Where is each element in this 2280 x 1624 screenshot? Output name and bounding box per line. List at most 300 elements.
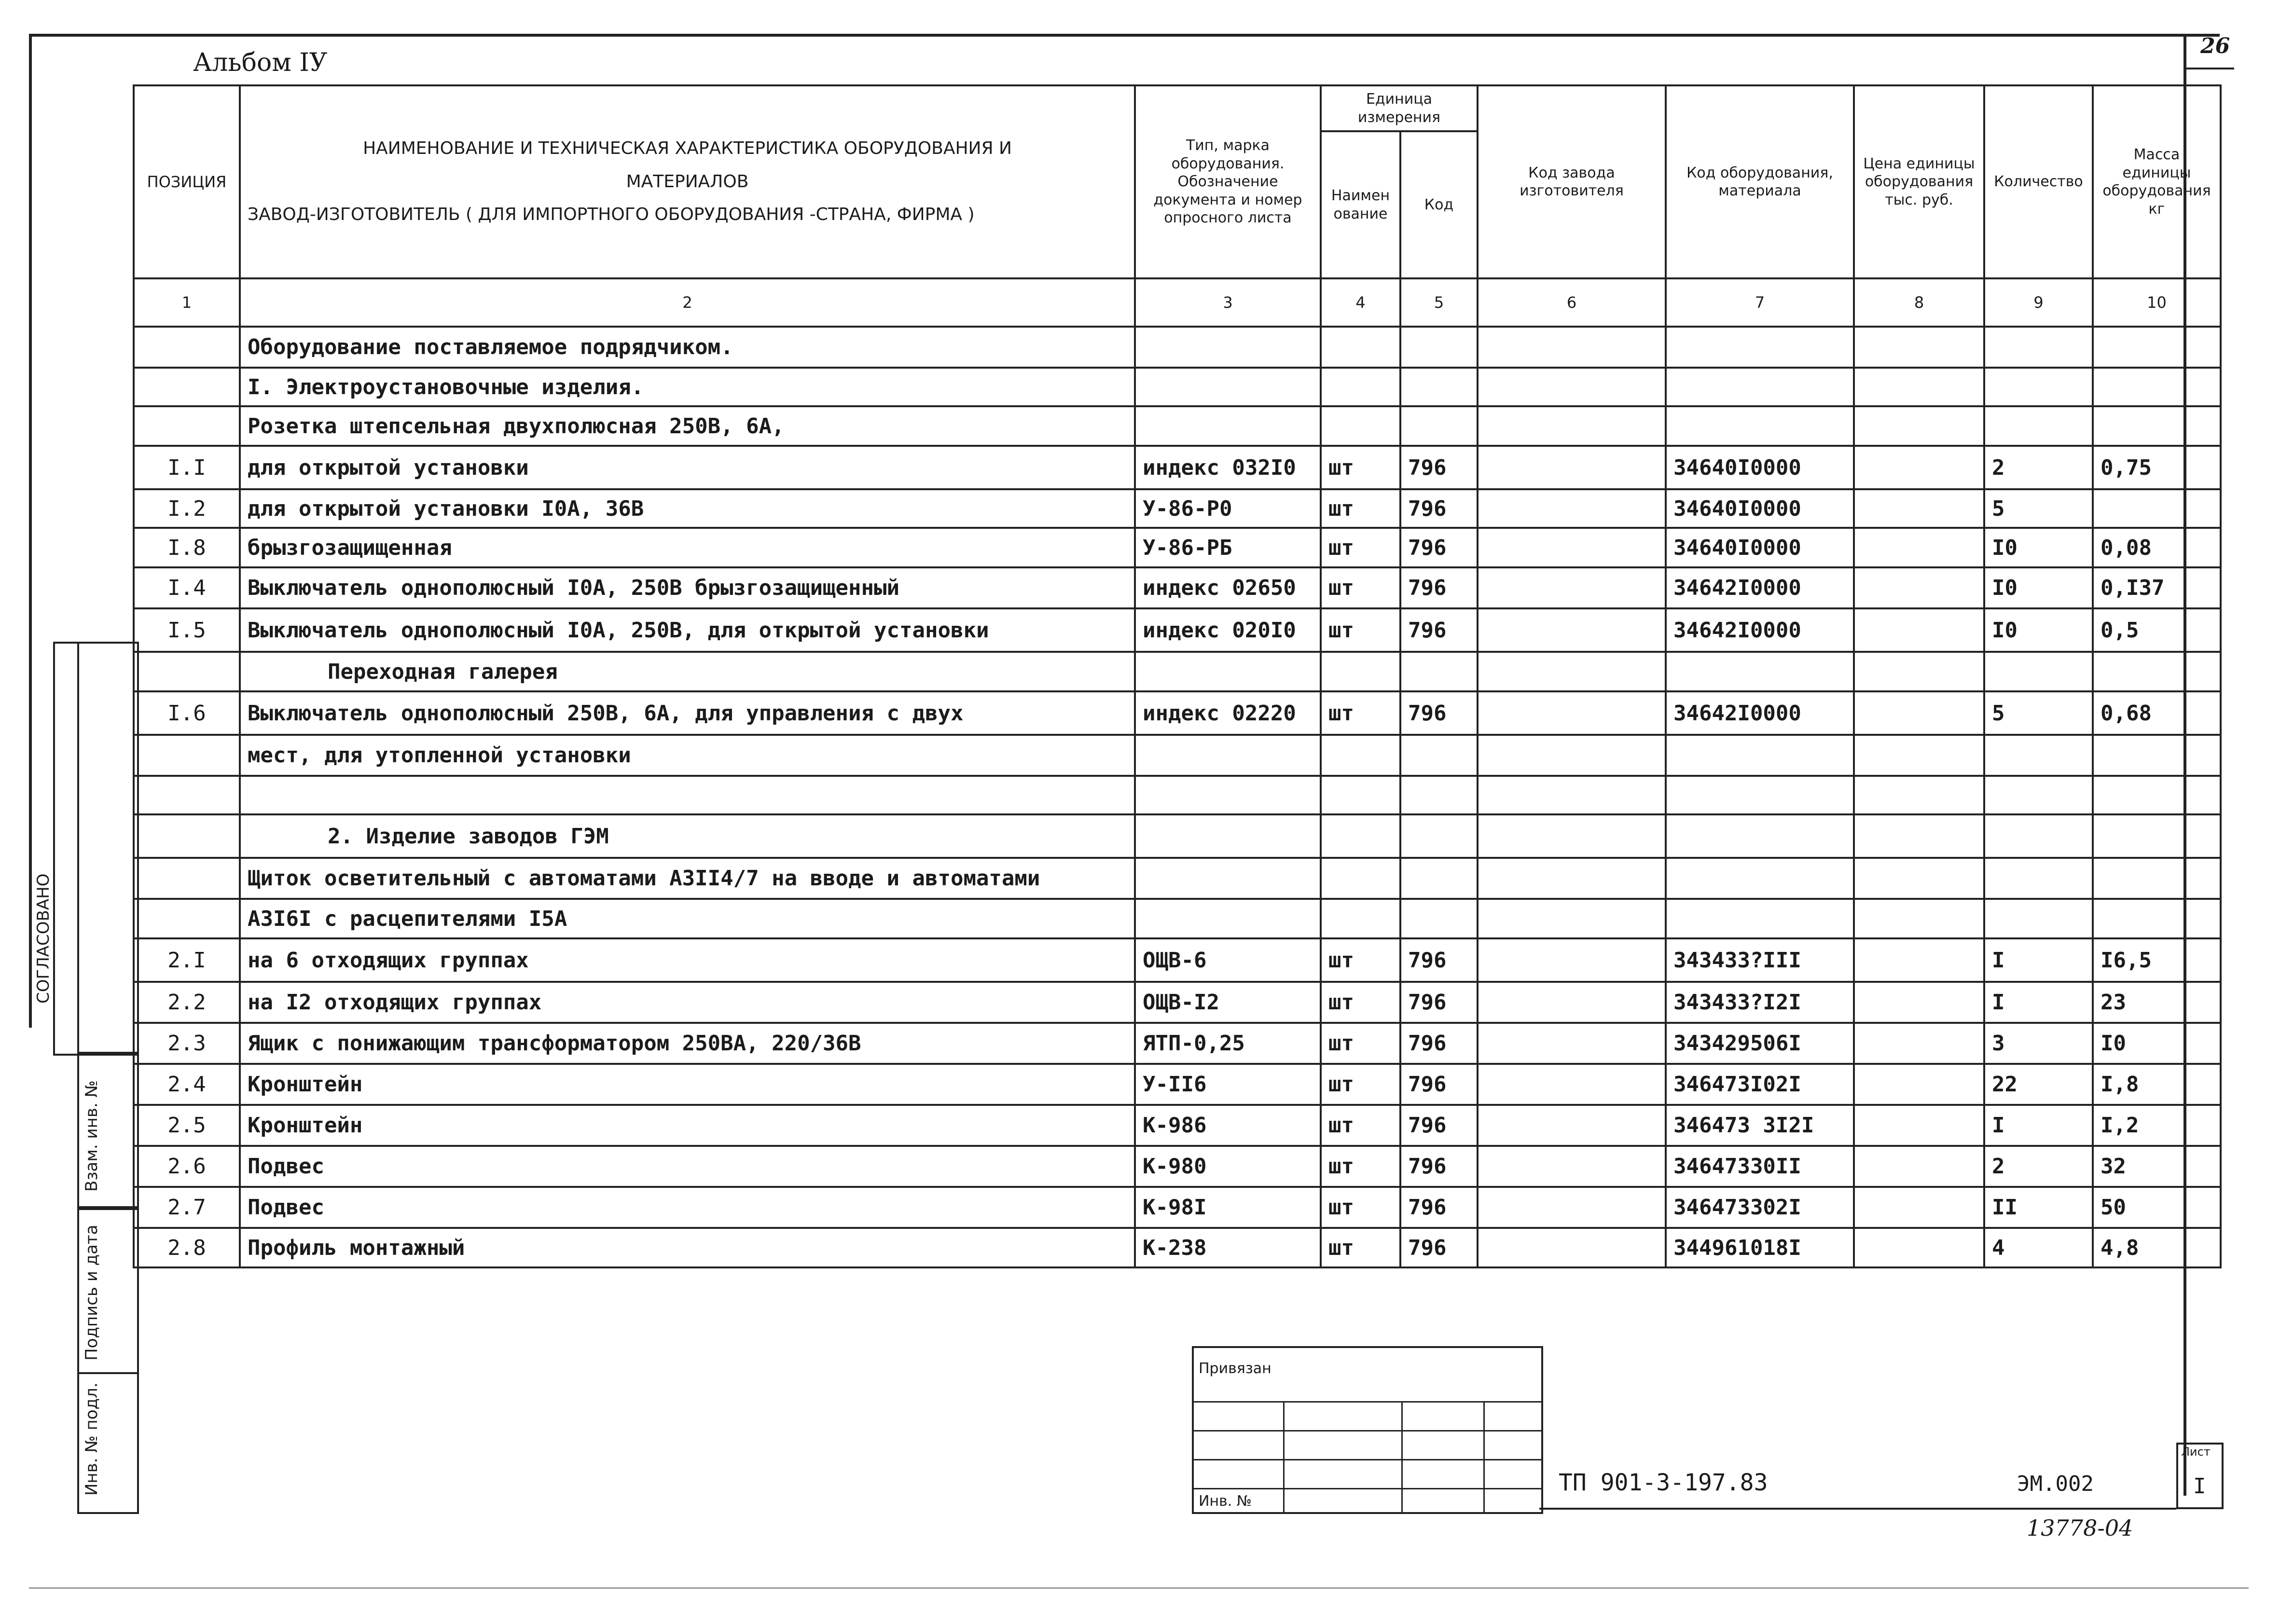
price-cell (1854, 406, 1984, 446)
price-cell (1854, 858, 1984, 899)
position-cell (134, 652, 240, 691)
position-cell: I.8 (134, 528, 240, 567)
quantity-cell (1984, 735, 2093, 776)
type-cell (1135, 327, 1321, 368)
table-body (134, 327, 2221, 1267)
unit-cell: шт (1321, 1105, 1400, 1146)
price-cell (1854, 368, 1984, 406)
unit-cell (1321, 814, 1400, 858)
mass-cell (2093, 814, 2221, 858)
mass-cell (2093, 406, 2221, 446)
unit-code-cell: 796 (1400, 1023, 1478, 1064)
plant-code-cell (1478, 982, 1666, 1023)
mass-cell (2093, 858, 2221, 899)
price-cell (1854, 528, 1984, 567)
quantity-cell: 22 (1984, 1064, 2093, 1105)
table-row (134, 735, 2221, 776)
header-name-line2: МАТЕРИАЛОВ (626, 171, 749, 192)
price-cell (1854, 446, 1984, 489)
title-block-checked: Привязан (1199, 1360, 1271, 1377)
side-swap-inventory-label: Взам. инв. № (82, 1080, 101, 1192)
header-name (240, 85, 1135, 278)
item-name-cell: Розетка штепсельная двухполюсная 250В, 6А, (240, 406, 1135, 446)
mass-cell: 4,8 (2093, 1228, 2221, 1267)
table-row (134, 652, 2221, 691)
unit-cell (1321, 406, 1400, 446)
unit-cell: шт (1321, 1187, 1400, 1228)
plant-code-cell (1478, 938, 1666, 982)
position-cell: I.2 (134, 489, 240, 528)
table-row (134, 489, 2221, 528)
equipment-code-cell: 346473I02I (1666, 1064, 1854, 1105)
type-cell: ОЩВ-6 (1135, 938, 1321, 982)
quantity-cell (1984, 899, 2093, 938)
item-name-cell: 2. Изделие заводов ГЭМ (240, 814, 1135, 858)
plant-code-cell (1478, 368, 1666, 406)
type-cell (1135, 858, 1321, 899)
equipment-code-cell (1666, 406, 1854, 446)
header-price: Цена единицы оборудования тыс. руб. (1854, 85, 1984, 278)
quantity-cell (1984, 858, 2093, 899)
plant-code-cell (1478, 528, 1666, 567)
mass-cell (2093, 735, 2221, 776)
header-quantity: Количество (1984, 85, 2093, 278)
plant-code-cell (1478, 691, 1666, 735)
sheet-number: I (2193, 1474, 2206, 1499)
column-number: 9 (1984, 278, 2093, 327)
unit-code-cell: 796 (1400, 691, 1478, 735)
table-row (134, 1023, 2221, 1064)
mass-cell: 0,I37 (2093, 567, 2221, 608)
header-position: ПОЗИЦИЯ (134, 85, 240, 278)
unit-code-cell: 796 (1400, 446, 1478, 489)
plant-code-cell (1478, 814, 1666, 858)
plant-code-cell (1478, 899, 1666, 938)
equipment-code-cell: 34642I0000 (1666, 567, 1854, 608)
price-cell (1854, 1023, 1984, 1064)
position-cell (134, 814, 240, 858)
item-name-cell: для открытой установки (240, 446, 1135, 489)
equipment-code-cell (1666, 735, 1854, 776)
position-cell: 2.7 (134, 1187, 240, 1228)
unit-cell: шт (1321, 938, 1400, 982)
position-cell: 2.6 (134, 1146, 240, 1187)
plant-code-cell (1478, 489, 1666, 528)
type-cell (1135, 735, 1321, 776)
equipment-code-cell: 344961018I (1666, 1228, 1854, 1267)
item-name-cell: Ящик с понижающим трансформатором 250ВА, 220/36В (240, 1023, 1135, 1064)
table-row (134, 858, 2221, 899)
title-block-inventory: Инв. № (1199, 1493, 1252, 1510)
equipment-code-cell: 346473302I (1666, 1187, 1854, 1228)
equipment-code-cell: 346473 3I2I (1666, 1105, 1854, 1146)
header-mass: Масса единицы оборудования кг (2093, 85, 2221, 278)
position-cell (134, 327, 240, 368)
table-row (134, 528, 2221, 567)
plant-code-cell (1478, 608, 1666, 652)
quantity-cell (1984, 327, 2093, 368)
price-cell (1854, 327, 1984, 368)
position-cell: 2.5 (134, 1105, 240, 1146)
title-block-rule (1194, 1488, 1541, 1489)
quantity-cell: I (1984, 938, 2093, 982)
price-cell (1854, 1228, 1984, 1267)
unit-code-cell (1400, 368, 1478, 406)
frame-left (29, 34, 32, 1028)
type-cell (1135, 406, 1321, 446)
unit-cell (1321, 858, 1400, 899)
header-type: Тип, марка оборудования. Обозначение документа и номер опросного листа (1135, 85, 1321, 278)
type-cell (1135, 368, 1321, 406)
equipment-code-cell: 34642I0000 (1666, 608, 1854, 652)
column-number: 7 (1666, 278, 1854, 327)
position-cell: 2.I (134, 938, 240, 982)
item-name-cell: на 6 отходящих группах (240, 938, 1135, 982)
mass-cell: 0,08 (2093, 528, 2221, 567)
item-name-cell: А3I6I с расцепителями I5А (240, 899, 1135, 938)
side-sign-date-label: Подпись и дата (82, 1225, 101, 1361)
column-number: 8 (1854, 278, 1984, 327)
unit-code-cell: 796 (1400, 608, 1478, 652)
price-cell (1854, 938, 1984, 982)
table-row (134, 446, 2221, 489)
mass-cell (2093, 368, 2221, 406)
price-cell (1854, 814, 1984, 858)
unit-code-cell (1400, 327, 1478, 368)
unit-code-cell: 796 (1400, 489, 1478, 528)
item-name-cell: Кронштейн (240, 1105, 1135, 1146)
item-name-cell: на I2 отходящих группах (240, 982, 1135, 1023)
type-cell: У-86-Р0 (1135, 489, 1321, 528)
position-cell: I.4 (134, 567, 240, 608)
column-number: 2 (240, 278, 1135, 327)
position-cell (134, 899, 240, 938)
unit-cell (1321, 735, 1400, 776)
type-cell: индекс 020I0 (1135, 608, 1321, 652)
position-cell (134, 368, 240, 406)
title-block-bottom-rule (1539, 1508, 2176, 1510)
mass-cell (2093, 327, 2221, 368)
quantity-cell: 2 (1984, 446, 2093, 489)
type-cell (1135, 899, 1321, 938)
column-number: 3 (1135, 278, 1321, 327)
unit-code-cell: 796 (1400, 1064, 1478, 1105)
unit-cell: шт (1321, 528, 1400, 567)
unit-cell: шт (1321, 608, 1400, 652)
plant-code-cell (1478, 776, 1666, 814)
table-row (134, 1187, 2221, 1228)
type-cell: ЯТП-0,25 (1135, 1023, 1321, 1064)
unit-code-cell: 796 (1400, 1146, 1478, 1187)
equipment-code-cell: 34640I0000 (1666, 446, 1854, 489)
price-cell (1854, 776, 1984, 814)
frame-top (29, 34, 2220, 37)
mass-cell (2093, 489, 2221, 528)
equipment-code-cell: 34640I0000 (1666, 489, 1854, 528)
position-cell: I.5 (134, 608, 240, 652)
side-inventory-original-label: Инв. № подл. (82, 1382, 101, 1496)
item-name-cell: Щиток осветительный с автоматами АЗII4/7 на вводе и автоматами (240, 858, 1135, 899)
position-cell (134, 406, 240, 446)
quantity-cell (1984, 652, 2093, 691)
item-name-cell: для открытой установки I0А, 36В (240, 489, 1135, 528)
price-cell (1854, 652, 1984, 691)
plant-code-cell (1478, 1228, 1666, 1267)
type-cell: У-86-РБ (1135, 528, 1321, 567)
unit-code-cell (1400, 406, 1478, 446)
item-name-cell: брызгозащищенная (240, 528, 1135, 567)
inventory-number: 13778-04 (2027, 1515, 2133, 1541)
item-name-cell: Выключатель однополюсный 250В, 6А, для управления с двух (240, 691, 1135, 735)
page-number-underline (2186, 68, 2234, 69)
price-cell (1854, 982, 1984, 1023)
position-cell: I.6 (134, 691, 240, 735)
price-cell (1854, 1105, 1984, 1146)
price-cell (1854, 489, 1984, 528)
header-unit-code: Код (1400, 131, 1478, 278)
unit-code-cell (1400, 735, 1478, 776)
plant-code-cell (1478, 327, 1666, 368)
unit-cell (1321, 652, 1400, 691)
plant-code-cell (1478, 652, 1666, 691)
price-cell (1854, 1187, 1984, 1228)
position-cell (134, 776, 240, 814)
item-name-cell: Кронштейн (240, 1064, 1135, 1105)
plant-code-cell (1478, 735, 1666, 776)
item-name-cell: Выключатель однополюсный I0А, 250В брызгозащищенный (240, 567, 1135, 608)
plant-code-cell (1478, 1187, 1666, 1228)
unit-cell: шт (1321, 1228, 1400, 1267)
equipment-code-cell (1666, 858, 1854, 899)
quantity-cell: 5 (1984, 691, 2093, 735)
unit-cell: шт (1321, 567, 1400, 608)
type-cell (1135, 776, 1321, 814)
equipment-code-cell (1666, 776, 1854, 814)
quantity-cell: I (1984, 982, 2093, 1023)
mass-cell: I6,5 (2093, 938, 2221, 982)
header-unit-name: Наименование (1321, 131, 1400, 278)
price-cell (1854, 899, 1984, 938)
unit-code-cell: 796 (1400, 1228, 1478, 1267)
quantity-cell: I0 (1984, 528, 2093, 567)
quantity-cell (1984, 368, 2093, 406)
item-name-cell: Подвес (240, 1187, 1135, 1228)
plant-code-cell (1478, 1146, 1666, 1187)
title-block-rule (1194, 1459, 1541, 1460)
equipment-code-cell (1666, 652, 1854, 691)
type-cell (1135, 652, 1321, 691)
table-row (134, 691, 2221, 735)
unit-cell (1321, 368, 1400, 406)
equipment-code-cell: 34647330II (1666, 1146, 1854, 1187)
mass-cell: 0,68 (2093, 691, 2221, 735)
type-cell: ОЩВ-I2 (1135, 982, 1321, 1023)
table-row (134, 814, 2221, 858)
mass-cell: I,2 (2093, 1105, 2221, 1146)
type-cell (1135, 814, 1321, 858)
unit-code-cell: 796 (1400, 982, 1478, 1023)
unit-cell: шт (1321, 982, 1400, 1023)
album-label: Альбом IУ (193, 48, 328, 77)
table-row (134, 567, 2221, 608)
type-cell: индекс 032I0 (1135, 446, 1321, 489)
title-block (1192, 1346, 1543, 1514)
mass-cell: 0,5 (2093, 608, 2221, 652)
position-cell: 2.8 (134, 1228, 240, 1267)
table-row (134, 1146, 2221, 1187)
column-number: 4 (1321, 278, 1400, 327)
document-code: ТП 901-3-197.83 (1559, 1469, 1768, 1496)
equipment-code-cell (1666, 327, 1854, 368)
unit-code-cell: 796 (1400, 1105, 1478, 1146)
position-cell: I.I (134, 446, 240, 489)
mass-cell (2093, 652, 2221, 691)
unit-cell: шт (1321, 1064, 1400, 1105)
unit-code-cell: 796 (1400, 567, 1478, 608)
header-equipment-code: Код оборудования, материала (1666, 85, 1854, 278)
item-name-cell: Подвес (240, 1146, 1135, 1187)
mass-cell: 32 (2093, 1146, 2221, 1187)
table-row (134, 1105, 2221, 1146)
column-number: 5 (1400, 278, 1478, 327)
type-cell: индекс 02650 (1135, 567, 1321, 608)
table-row (134, 899, 2221, 938)
plant-code-cell (1478, 406, 1666, 446)
mass-cell: 23 (2093, 982, 2221, 1023)
type-cell: К-986 (1135, 1105, 1321, 1146)
table-row (134, 776, 2221, 814)
price-cell (1854, 1064, 1984, 1105)
mass-cell: I0 (2093, 1023, 2221, 1064)
mass-cell: 50 (2093, 1187, 2221, 1228)
page-number: 26 (2200, 34, 2230, 58)
plant-code-cell (1478, 1105, 1666, 1146)
title-block-rule (1194, 1401, 1541, 1403)
table-row (134, 406, 2221, 446)
unit-cell: шт (1321, 1146, 1400, 1187)
position-cell (134, 858, 240, 899)
column-number-row (134, 278, 2221, 327)
item-name-cell: I. Электроустановочные изделия. (240, 368, 1135, 406)
header-unit-group: Единица измерения (1321, 85, 1478, 131)
unit-cell: шт (1321, 446, 1400, 489)
mass-cell: 0,75 (2093, 446, 2221, 489)
quantity-cell: 4 (1984, 1228, 2093, 1267)
unit-code-cell (1400, 814, 1478, 858)
mass-cell (2093, 899, 2221, 938)
quantity-cell: 5 (1984, 489, 2093, 528)
position-cell (134, 735, 240, 776)
plant-code-cell (1478, 446, 1666, 489)
header-name-line1: НАИМЕНОВАНИЕ И ТЕХНИЧЕСКАЯ ХАРАКТЕРИСТИКА ОБОРУДОВАНИЯ И (363, 138, 1012, 159)
unit-code-cell: 796 (1400, 528, 1478, 567)
unit-code-cell (1400, 899, 1478, 938)
unit-cell (1321, 899, 1400, 938)
item-name-cell: Профиль монтажный (240, 1228, 1135, 1267)
table-row (134, 368, 2221, 406)
type-cell: К-98I (1135, 1187, 1321, 1228)
table-row (134, 938, 2221, 982)
position-cell: 2.3 (134, 1023, 240, 1064)
unit-cell (1321, 776, 1400, 814)
quantity-cell: 2 (1984, 1146, 2093, 1187)
position-cell: 2.4 (134, 1064, 240, 1105)
quantity-cell: I0 (1984, 567, 2093, 608)
table-row (134, 608, 2221, 652)
equipment-code-cell (1666, 368, 1854, 406)
title-block-divider (1283, 1401, 1285, 1512)
mass-cell (2093, 776, 2221, 814)
unit-code-cell (1400, 858, 1478, 899)
equipment-code-cell: 343433?III (1666, 938, 1854, 982)
type-cell: К-980 (1135, 1146, 1321, 1187)
header-plant-code: Код завода изготовителя (1478, 85, 1666, 278)
title-block-rule (1194, 1430, 1541, 1431)
item-name-cell: Оборудование поставляемое подрядчиком. (240, 327, 1135, 368)
quantity-cell: I0 (1984, 608, 2093, 652)
title-block-divider (1483, 1401, 1485, 1512)
plant-code-cell (1478, 858, 1666, 899)
column-number: 1 (134, 278, 240, 327)
position-cell: 2.2 (134, 982, 240, 1023)
item-name-cell: Переходная галерея (240, 652, 1135, 691)
table-row (134, 1064, 2221, 1105)
item-name-cell: Выключатель однополюсный I0А, 250В, для открытой установки (240, 608, 1135, 652)
type-cell: индекс 02220 (1135, 691, 1321, 735)
unit-cell: шт (1321, 489, 1400, 528)
quantity-cell (1984, 406, 2093, 446)
price-cell (1854, 1146, 1984, 1187)
table-row (134, 327, 2221, 368)
item-name-cell: мест, для утопленной установки (240, 735, 1135, 776)
sheet-label: Лист (2181, 1445, 2211, 1459)
equipment-code-cell: 343429506I (1666, 1023, 1854, 1064)
equipment-code-cell (1666, 899, 1854, 938)
plant-code-cell (1478, 1023, 1666, 1064)
price-cell (1854, 567, 1984, 608)
equipment-code-cell: 34640I0000 (1666, 528, 1854, 567)
unit-cell (1321, 327, 1400, 368)
header-name-line3: ЗАВОД-ИЗГОТОВИТЕЛЬ ( ДЛЯ ИМПОРТНОГО ОБОРУДОВАНИЯ -СТРАНА, ФИРМА ) (248, 205, 975, 225)
table-row (134, 1228, 2221, 1267)
quantity-cell (1984, 814, 2093, 858)
title-block-divider (1401, 1401, 1403, 1512)
document-section: ЭМ.002 (2017, 1472, 2094, 1496)
item-name-cell (240, 776, 1135, 814)
equipment-code-cell (1666, 814, 1854, 858)
unit-code-cell: 796 (1400, 1187, 1478, 1228)
column-number: 10 (2093, 278, 2221, 327)
bottom-rule (29, 1587, 2249, 1589)
price-cell (1854, 735, 1984, 776)
specification-table (133, 84, 2222, 1268)
equipment-code-cell: 34642I0000 (1666, 691, 1854, 735)
quantity-cell: 3 (1984, 1023, 2093, 1064)
side-agreed-label: СОГЛАСОВАНО (34, 873, 53, 1004)
plant-code-cell (1478, 1064, 1666, 1105)
table-row (134, 982, 2221, 1023)
quantity-cell (1984, 776, 2093, 814)
mass-cell: I,8 (2093, 1064, 2221, 1105)
unit-cell: шт (1321, 1023, 1400, 1064)
equipment-code-cell: 343433?I2I (1666, 982, 1854, 1023)
plant-code-cell (1478, 567, 1666, 608)
price-cell (1854, 608, 1984, 652)
type-cell: К-238 (1135, 1228, 1321, 1267)
quantity-cell: I (1984, 1105, 2093, 1146)
unit-code-cell (1400, 652, 1478, 691)
unit-code-cell (1400, 776, 1478, 814)
